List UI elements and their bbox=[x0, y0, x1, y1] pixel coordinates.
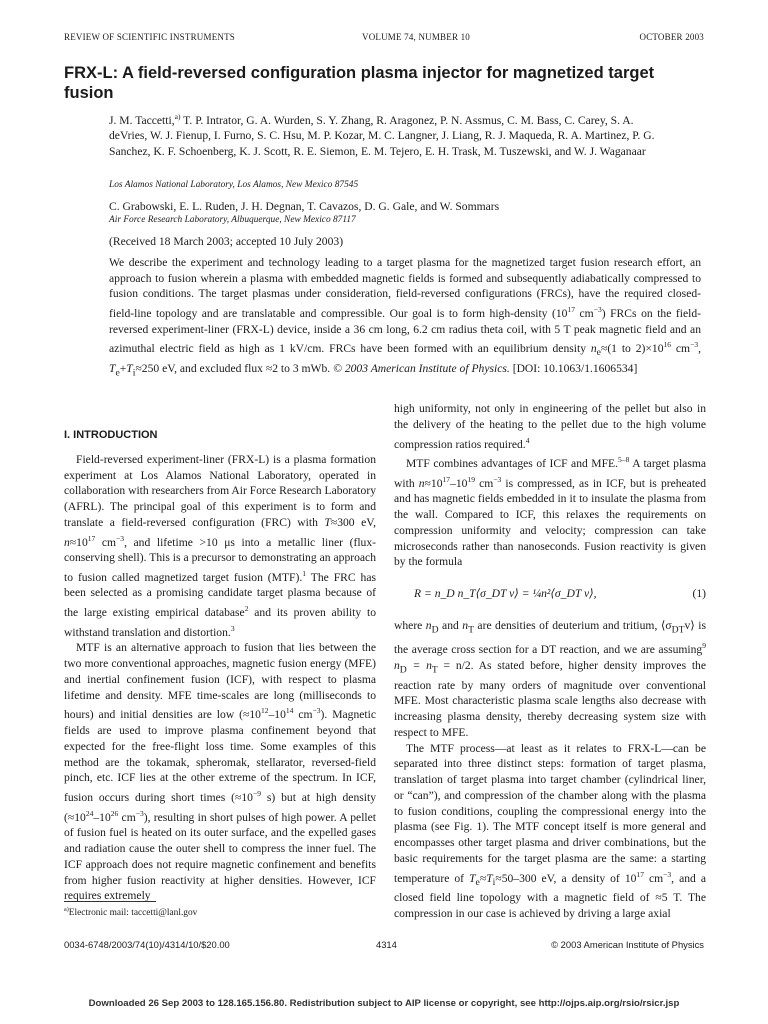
author-list-lanl bbox=[109, 109, 669, 160]
footer-copyright: © 2003 American Institute of Physics bbox=[551, 939, 704, 950]
abstract: We describe the experiment and technology leading to a target plasma for the magnetized target fusion research effort, an approach to fusion wherein a plasma with embedded magnetic fields is formed and subsequently adiabatically compressed to fusion conditions. The target plasmas under consideration, field-reversed configurations (FRCs), have the required closed-field-line topology and are translatable and compressible. Our goal is to form high-density ($10^{17}$ $cm^{-3}$) FRCs on the field-reversed experiment-liner (FRX-L) device, inside a 36 cm long, 6.2 cm radius theta coil, with 5 T peak magnetic field and an azimuthal electric field as high as 1 kV/cm. FRCs have been formed with an equilibrium density $n_e\approx(1$ to $2)\times 10^{16}$ $cm^{-3}$, $T_e+T_i\approx 250$ eV, and excluded flux ≈2 to 3 mWb. © 2003 American Institute of Physics. [DOI: 10.1063/1.1606534] bbox=[109, 256, 701, 379]
intro-paragraph-3: high uniformity, not only in engineering of the pellet but also in the delivery of the heating to the pellet due to the high volume compression ratios required.$^4$ bbox=[394, 402, 706, 451]
intro-paragraph-2: MTF is an alternative approach to fusion that lies between the two more conventional approaches, magnetic fusion energy (MFE) and inertial confinement fusion (ICF), with respect to plasma lifetime and density. MFE time-scales are long (milliseconds to hours) and initial densities are low ($\approx 10^{12}-10^{14}$ $cm^{-3}$). Magnetic fields are used to improve plasma confinement beyond that expected for the free-flight loss time. Some examples of this method are the tokamak, spheromak, stellarator, reversed-field pinch, etc. ICF lies at the other extreme of the spectrum. In ICF, fusion occurs during short times ($\approx 10^{-9}$ s) but at high density ($\approx 10^{24}-10^{26}$ $cm^{-3}$), resulting in short pulses of high power. A pellet of fusion fuel is heated on its outer surface, and the expelled gases and radiation cause the outer shell to compress the inner fuel. The ICF approach does not require magnetic confinement and benefits from higher fusion reactivity at higher densities. However, ICF requires extremely bbox=[64, 641, 377, 903]
doi[interactable]: [DOI: 10.1063/1.1606534] bbox=[512, 362, 638, 376]
equation-number: (1) bbox=[692, 587, 706, 601]
page-number: 4314 bbox=[376, 939, 397, 950]
journal-name: REVIEW OF SCIENTIFIC INSTRUMENTS bbox=[64, 32, 235, 42]
volume-number: VOLUME 74, NUMBER 10 bbox=[362, 32, 471, 42]
section-heading: I. INTRODUCTION bbox=[64, 429, 158, 441]
footnote-marker: a) bbox=[174, 112, 181, 121]
issue-date: OCTOBER 2003 bbox=[639, 32, 704, 42]
equation-body: R = n_D n_T⟨σ_DT v⟩ = ¼n²⟨σ_DT v⟩, bbox=[414, 587, 597, 601]
first-author: J. M. Taccetti, bbox=[109, 113, 175, 127]
copyright-notice: © 2003 American Institute of Physics. bbox=[333, 362, 510, 376]
co-authors: T. P. Intrator, G. A. Wurden, S. Y. Zhang, R. Aragonez, P. N. Assmus, C. M. Bass, C. Carey, S. A. deVries, W. J. Fienup, I. Furno, S. C. Hsu, M. P. Kozar, M. C. Langner, J. Liang, R. J. Maqueda, R. A. Martinez, P. G. Sanchez, K. F. Schoenberg, K. J. Scott, R. E. Siemon, E. M. Tejero, E. H. Trask, M. Tuszewski, and W. J. Waganaar bbox=[109, 113, 655, 159]
affiliation-lanl: Los Alamos National Laboratory, Los Alamos, New Mexico 87545 bbox=[109, 180, 359, 190]
intro-paragraph-6: The MTF process—at least as it relates to FRX-L—can be separated into three distinct steps: formation of target plasma, translation of target plasma into target chamber (cylindrical liner, or “can”), and compression of the chamber along with the plasma to fusion conditions, coupling the compressional energy into the plasma (see Fig. 1). The MTF concept itself is more general and encompasses other target plasma and driver combinations, but the basic requirements for the target plasma are the same: a starting temperature of $T_e\approx T_i\approx 50-300$ eV, a density of $10^{17}$ $cm^{-3}$, and a closed field line topology with a magnetic field of ≈5 T. The compression in our case is achieved by driving a large axial bbox=[394, 741, 706, 921]
right-column bbox=[394, 401, 706, 922]
intro-paragraph-5: where $n_D$ and $n_T$ are densities of deuterium and tritium, $⟨\sigma_{DT}v⟩$ is the average cross section for a DT reaction, and we are assuming$^9$ $n_D = n_T = n/2$. As stated before, higher density improves the reaction rate by many orders of magnitude over conventional MFE. Most characteristic plasma scale lengths also decrease with increasing plasma density, thereby decreasing system size with respect to MFE. bbox=[394, 618, 706, 739]
article-code: 0034-6748/2003/74(10)/4314/10/$20.00 bbox=[64, 939, 230, 950]
equation-1 bbox=[394, 586, 706, 602]
paper-title: FRX-L: A field-reversed configuration plasma injector for magnetized target fusion bbox=[64, 64, 655, 102]
intro-paragraph-1: Field-reversed experiment-liner (FRX-L) is a plasma formation experiment at Los Alamos National Laboratory, operated in collaboration with researchers from Air Force Research Laboratory (AFRL). The principal goal of this experiment is to form and translate a field-reversed configuration (FRC) with T≈300 eV, $n\approx 10^{17}$ $cm^{-3}$, and lifetime >10 μs into a metallic liner (flux-conserving shell). This is a precursor to demonstrating an approach to fusion called magnetized target fusion (MTF).$^1$ The FRC has been selected as a promising candidate target plasma because of the large existing empirical database$^2$ and its proven ability to withstand translation and distortion.$^3$ bbox=[64, 452, 377, 639]
received-dates: (Received 18 March 2003; accepted 10 July 2003) bbox=[109, 235, 344, 248]
intro-paragraph-4: MTF combines advantages of ICF and MFE.$^{5-8}$ A target plasma with $n\approx 10^{17}-10^{19}$ $cm^{-3}$ is compressed, as in ICF, but is preheated and has magnetic fields embedded in it to insulate the plasma from the wall. Compared to ICF, this relaxes the requirements on compression uniformity and velocity; compression can take microseconds rather than nanoseconds. Fusion reactivity is given by the formula bbox=[394, 455, 707, 569]
footnote-rule bbox=[64, 901, 156, 902]
download-notice: Downloaded 26 Sep 2003 to 128.165.156.80. Redistribution subject to AIP license or copyright, see http://ojps.aip.org/rsio/rsicr.jsp bbox=[88, 998, 680, 1009]
author-list-afrl: C. Grabowski, E. L. Ruden, J. H. Degnan, T. Cavazos, D. G. Gale, and W. Sommars bbox=[109, 200, 500, 213]
footnote-email: $^{a)}$Electronic mail: taccetti@lanl.gov bbox=[64, 907, 198, 919]
left-column bbox=[64, 401, 376, 904]
affiliation-afrl: Air Force Research Laboratory, Albuquerque, New Mexico 87117 bbox=[109, 215, 356, 225]
